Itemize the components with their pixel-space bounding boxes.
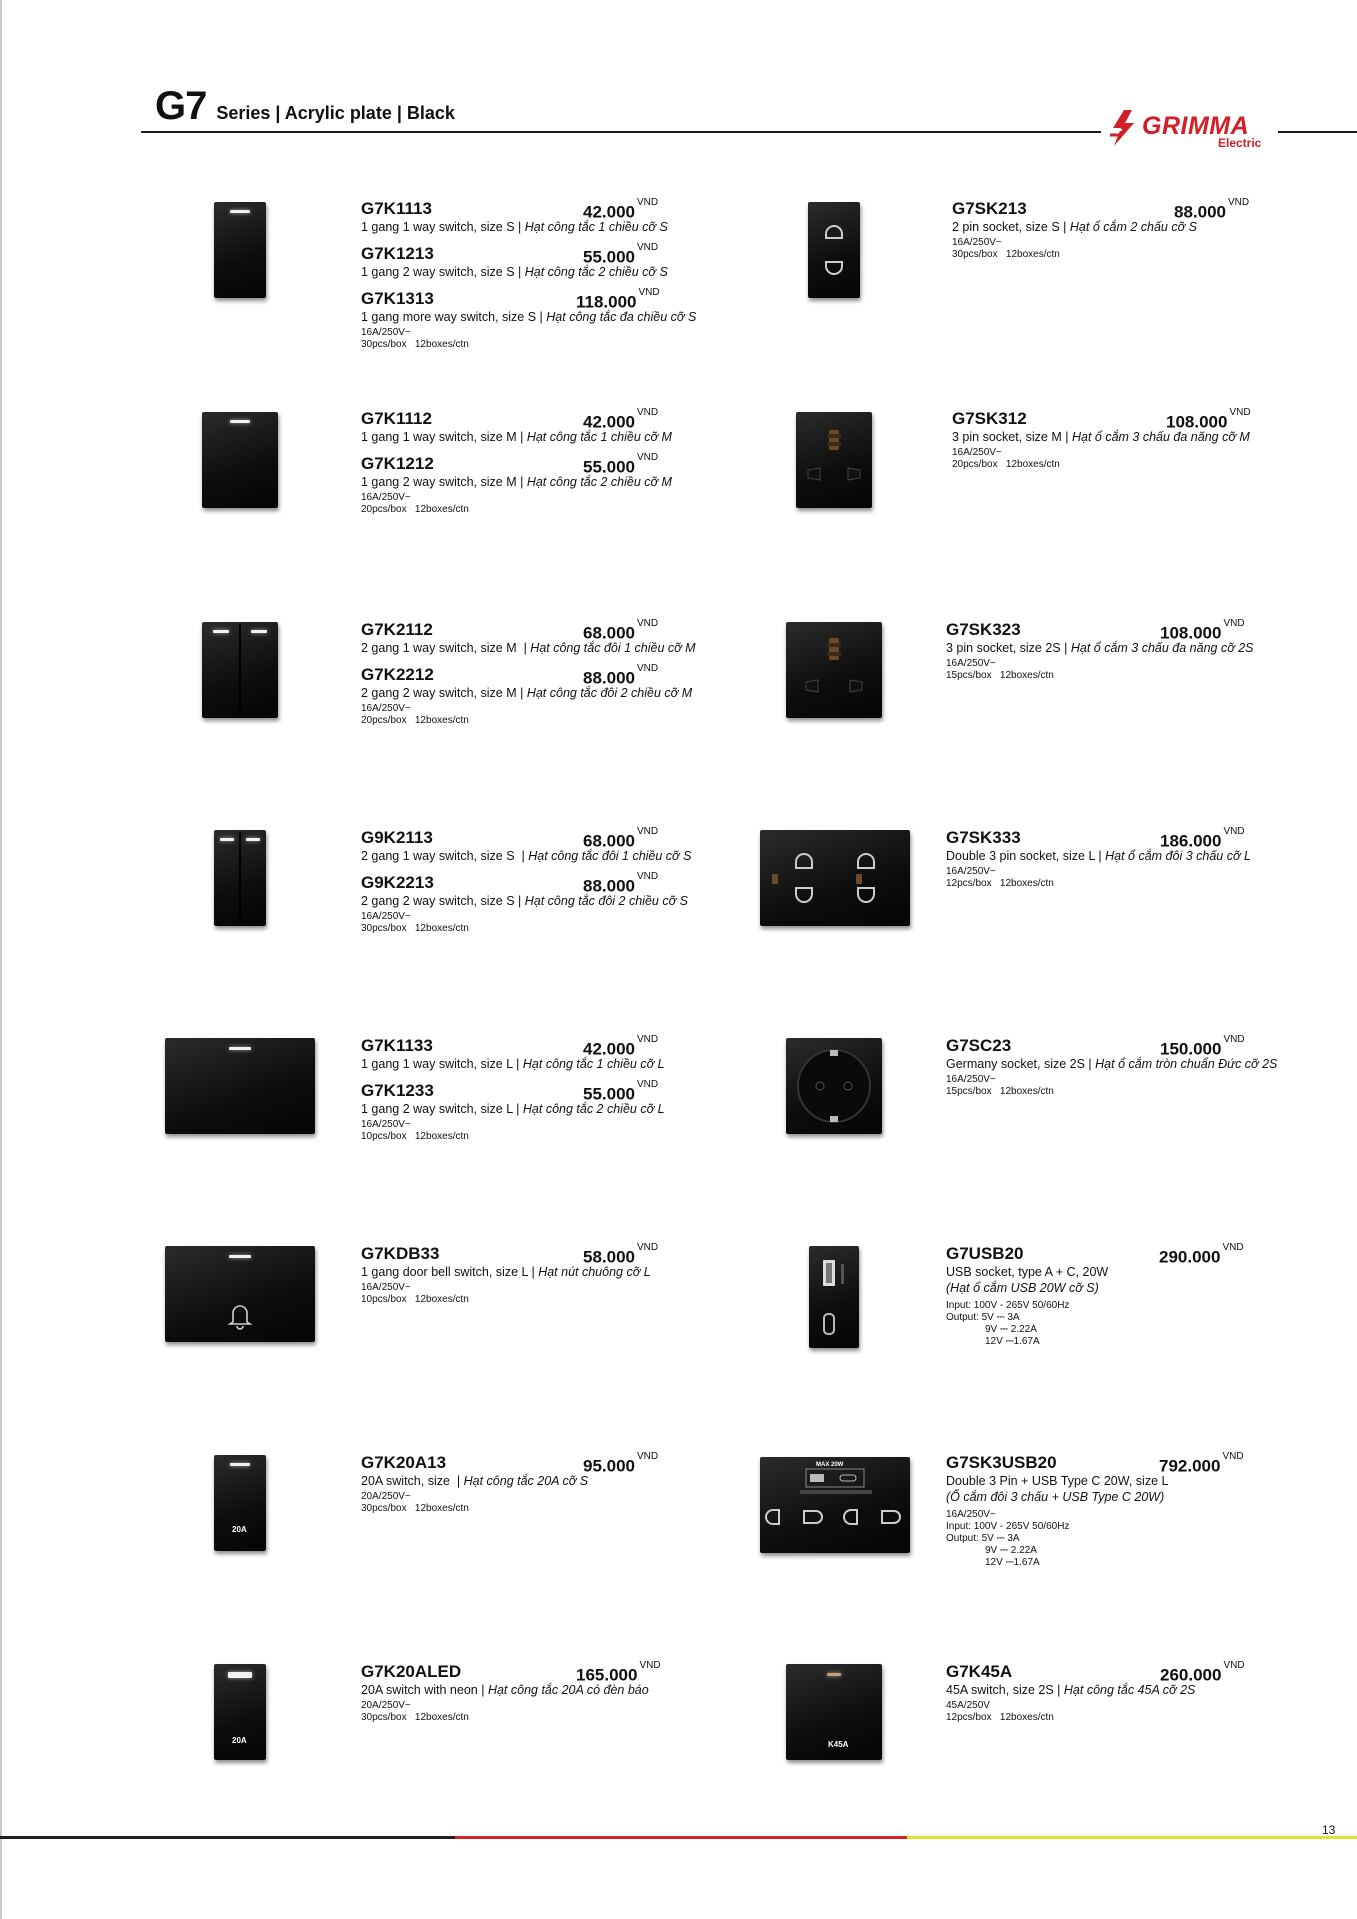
indicator-led <box>827 1673 841 1676</box>
product-spec: 16A/250V~ 10pcs/box 12boxes/ctn <box>361 1282 469 1305</box>
product-code: G7SC23 <box>946 1036 1012 1055</box>
product-price: $68.000^{VND}$ <box>583 618 659 643</box>
product-desc: 1 gang 1 way switch, size S | Hạt công tắc 1 chiều cỡ S <box>361 220 668 234</box>
device-image-20a-switch <box>214 1455 266 1551</box>
logo-mark-icon <box>1104 108 1144 148</box>
product-desc: 1 gang 2 way switch, size L | Hạt công tắc 2 chiều cỡ L <box>361 1102 665 1116</box>
product-price: $108.000^{VND}$ <box>1160 618 1245 643</box>
device-usb-label: MAX 20W <box>816 1462 844 1468</box>
indicator-led <box>228 1672 252 1678</box>
product-code: G7K20ALED <box>361 1662 462 1681</box>
indicator-led <box>230 1463 250 1466</box>
product-desc: Double 3 pin socket, size L | Hạt ổ cắm đôi 3 chấu cỡ L <box>946 849 1251 863</box>
footer-bar-black <box>0 1836 455 1839</box>
indicator-led <box>229 1255 251 1258</box>
product-desc: 2 gang 2 way switch, size M | Hạt công tắc đôi 2 chiều cỡ M <box>361 686 693 700</box>
product-item <box>361 287 697 351</box>
product-code: G7K1213 <box>361 244 434 263</box>
product-block-r8r <box>946 1660 1245 1724</box>
product-item <box>361 1660 661 1724</box>
product-code: G7SK3USB20 <box>946 1453 1057 1472</box>
device-image-switch-m <box>202 412 278 508</box>
device-image-2gang-switch-m <box>202 622 278 718</box>
product-code: G7SK323 <box>946 620 1021 639</box>
usb-port-icon <box>809 1246 859 1348</box>
header-rule <box>141 131 1101 133</box>
product-block-r3r <box>946 618 1254 682</box>
product-price: $88.000^{VND}$ <box>583 871 659 896</box>
product-code: G7K2212 <box>361 665 434 684</box>
gang-divider <box>239 832 241 924</box>
product-price: $88.000^{VND}$ <box>1174 197 1250 222</box>
product-item <box>361 197 668 235</box>
product-block-r5r <box>946 1034 1278 1098</box>
product-spec: 16A/250V~ 15pcs/box 12boxes/ctn <box>946 1074 1054 1097</box>
device-image-2gang-switch-s <box>214 830 266 926</box>
product-block-r4l <box>361 826 692 935</box>
product-desc: 1 gang door bell switch, size L | Hạt nút chuông cỡ L <box>361 1265 651 1279</box>
product-block-r7l <box>361 1451 659 1515</box>
product-code: G7SK333 <box>946 828 1021 847</box>
page-title <box>155 84 455 129</box>
universal-socket-icon <box>796 412 872 508</box>
product-code: G7K1133 <box>361 1036 433 1055</box>
product-spec: 45A/250V 12pcs/box 12boxes/ctn <box>946 1700 1054 1723</box>
product-item <box>361 1034 665 1072</box>
logo-sub: Electric <box>1218 136 1262 150</box>
product-code: G7K20A13 <box>361 1453 447 1472</box>
product-code: G7K1233 <box>361 1081 434 1100</box>
product-spec: 16A/250V~ 30pcs/box 12boxes/ctn <box>361 327 469 350</box>
product-code: G7SK312 <box>952 409 1027 428</box>
device-rating-label: 20A <box>232 1736 247 1745</box>
indicator-led <box>229 1047 251 1050</box>
product-price: $42.000^{VND}$ <box>583 407 659 432</box>
product-item <box>361 663 693 727</box>
indicator-led <box>246 838 260 841</box>
device-image-germany-socket <box>786 1038 882 1134</box>
product-price: $88.000^{VND}$ <box>583 663 659 688</box>
footer-bar-red <box>455 1836 907 1839</box>
header-rule-right <box>1278 131 1357 133</box>
product-desc: 1 gang 1 way switch, size M | Hạt công tắc 1 chiều cỡ M <box>361 430 672 444</box>
product-item <box>361 826 692 864</box>
product-item <box>361 452 672 516</box>
series-subtitle: Series | Acrylic plate | Black <box>216 103 455 123</box>
product-spec: 16A/250V~ 10pcs/box 12boxes/ctn <box>361 1119 469 1142</box>
product-code: G7KDB33 <box>361 1244 440 1263</box>
product-price: $150.000^{VND}$ <box>1160 1034 1245 1059</box>
product-desc: 2 pin socket, size S | Hạt ổ cắm 2 chấu cỡ S <box>952 220 1197 234</box>
product-code: G7K45A <box>946 1662 1013 1681</box>
product-spec: 16A/250V~ 30pcs/box 12boxes/ctn <box>361 911 469 934</box>
product-desc: 1 gang 2 way switch, size S | Hạt công tắc 2 chiều cỡ S <box>361 265 668 279</box>
product-price: $68.000^{VND}$ <box>583 826 659 851</box>
product-block-r8l <box>361 1660 661 1724</box>
device-image-switch-s <box>214 202 266 298</box>
device-image-3pin-socket-m <box>796 412 872 508</box>
device-image-2pin-socket <box>808 202 860 298</box>
product-spec: 16A/250V~ 12pcs/box 12boxes/ctn <box>946 866 1054 889</box>
product-price: $58.000^{VND}$ <box>583 1242 659 1267</box>
product-code: G7USB20 <box>946 1244 1024 1263</box>
device-image-double-socket-usb <box>760 1457 910 1553</box>
product-block-r2r <box>952 407 1251 471</box>
product-desc-vn: (Hạt ổ cắm USB 20W cỡ S) <box>946 1281 1099 1295</box>
product-block-r4r <box>946 826 1251 890</box>
page-edge <box>0 0 2 1919</box>
device-image-doorbell-switch <box>165 1246 315 1342</box>
product-spec: 16A/250V~ 20pcs/box 12boxes/ctn <box>361 492 469 515</box>
product-item <box>361 1079 665 1143</box>
product-block-r1r <box>952 197 1250 261</box>
product-code: G7K2112 <box>361 620 433 639</box>
device-image-switch-l <box>165 1038 315 1134</box>
product-desc: 20A switch, size | Hạt công tắc 20A cỡ S <box>361 1474 589 1488</box>
product-code: G9K2113 <box>361 828 433 847</box>
product-item <box>946 1034 1278 1098</box>
gang-divider <box>239 624 241 716</box>
product-item <box>946 1660 1245 1724</box>
product-desc: 2 gang 1 way switch, size S | Hạt công tắc đôi 1 chiều cỡ S <box>361 849 692 863</box>
double-socket-icon <box>760 830 910 926</box>
product-block-r5l <box>361 1034 665 1143</box>
product-price: $108.000^{VND}$ <box>1166 407 1251 432</box>
product-code: G7K1313 <box>361 289 434 308</box>
indicator-led <box>213 630 229 633</box>
indicator-led <box>220 838 234 841</box>
device-image-3pin-socket-2s <box>786 622 882 718</box>
product-desc: 1 gang 2 way switch, size M | Hạt công tắc 2 chiều cỡ M <box>361 475 672 489</box>
product-code: G7K1113 <box>361 199 432 218</box>
product-item <box>361 618 696 656</box>
footer-bar-yellow <box>907 1836 1357 1839</box>
series-name: G7 <box>155 84 207 128</box>
bell-icon <box>225 1300 255 1330</box>
product-item <box>946 1451 1244 1569</box>
product-desc: Germany socket, size 2S | Hạt ổ cắm tròn chuẩn Đức cỡ 2S <box>946 1057 1278 1071</box>
product-item <box>946 1242 1244 1348</box>
indicator-led <box>230 420 250 423</box>
product-spec: 16A/250V~ 30pcs/box 12boxes/ctn <box>952 237 1060 260</box>
product-spec: 20A/250V~ 30pcs/box 12boxes/ctn <box>361 1700 469 1723</box>
universal-socket-icon <box>786 622 882 718</box>
product-item <box>946 618 1254 682</box>
device-rating-label: 20A <box>232 1525 247 1534</box>
product-desc: USB socket, type A + C, 20W <box>946 1265 1109 1279</box>
product-price: $118.000^{VND}$ <box>576 287 660 312</box>
product-desc: 1 gang more way switch, size S | Hạt công tắc đa chiều cỡ S <box>361 310 697 324</box>
product-desc: 2 gang 1 way switch, size M | Hạt công tắc đôi 1 chiều cỡ M <box>361 641 696 655</box>
product-item <box>946 826 1251 890</box>
product-price: $95.000^{VND}$ <box>583 1451 659 1476</box>
product-item <box>361 242 668 280</box>
brand-logo <box>1104 108 1274 150</box>
product-code: G9K2213 <box>361 873 434 892</box>
product-block-r7r <box>946 1451 1244 1569</box>
product-spec: 16A/250V~ Input: 100V - 265V 50/60Hz Output: 5V ⎓ 3A 9V ⎓ 2.22A 12V ⎓1.67A <box>946 1509 1070 1568</box>
product-price: $260.000^{VND}$ <box>1160 1660 1245 1685</box>
socket-usb-icon <box>760 1457 910 1553</box>
product-desc: 3 pin socket, size 2S | Hạt ổ cắm 3 chấu đa năng cỡ 2S <box>946 641 1254 655</box>
page-number: 13 <box>1322 1823 1336 1837</box>
device-image-usb-socket <box>809 1246 859 1348</box>
product-price: $55.000^{VND}$ <box>583 452 659 477</box>
product-price: $290.000^{VND}$ <box>1159 1242 1244 1267</box>
product-item <box>361 407 672 445</box>
device-rating-label: K45A <box>828 1740 849 1749</box>
schuko-socket-icon <box>786 1038 882 1134</box>
product-price: $42.000^{VND}$ <box>583 197 659 222</box>
product-spec: 16A/250V~ 20pcs/box 12boxes/ctn <box>361 703 469 726</box>
product-desc: 2 gang 2 way switch, size S | Hạt công tắc đôi 2 chiều cỡ S <box>361 894 688 908</box>
product-block-r3l <box>361 618 696 727</box>
product-block-r6r <box>946 1242 1244 1348</box>
product-desc: 3 pin socket, size M | Hạt ổ cắm 3 chấu đa năng cỡ M <box>952 430 1250 444</box>
indicator-led <box>251 630 267 633</box>
product-block-r6l <box>361 1242 659 1306</box>
product-spec: 16A/250V~ 20pcs/box 12boxes/ctn <box>952 447 1060 470</box>
product-block-r2l <box>361 407 672 516</box>
product-spec: 20A/250V~ 30pcs/box 12boxes/ctn <box>361 1491 469 1514</box>
product-desc: Double 3 Pin + USB Type C 20W, size L <box>946 1474 1169 1488</box>
product-desc: 1 gang 1 way switch, size L | Hạt công tắc 1 chiều cỡ L <box>361 1057 665 1071</box>
product-block-r1l <box>361 197 697 351</box>
product-price: $186.000^{VND}$ <box>1160 826 1245 851</box>
device-image-45a-switch <box>786 1664 882 1760</box>
device-image-double-socket-l <box>760 830 910 926</box>
logo-word: GRIMMA <box>1142 112 1250 140</box>
product-price: $165.000^{VND}$ <box>576 1660 661 1685</box>
product-price: $55.000^{VND}$ <box>583 242 659 267</box>
product-code: G7SK213 <box>952 199 1027 218</box>
device-image-20a-neon-switch <box>214 1664 266 1760</box>
product-code: G7K1212 <box>361 454 434 473</box>
product-desc: 20A switch with neon | Hạt công tắc 20A có đèn báo <box>361 1683 649 1697</box>
indicator-led <box>230 210 250 213</box>
product-item <box>361 1451 659 1515</box>
product-item <box>952 407 1251 471</box>
product-item <box>361 871 688 935</box>
product-desc: 45A switch, size 2S | Hạt công tắc 45A cỡ 2S <box>946 1683 1196 1697</box>
product-price: $55.000^{VND}$ <box>583 1079 659 1104</box>
product-price: $42.000^{VND}$ <box>583 1034 659 1059</box>
product-price: $792.000^{VND}$ <box>1159 1451 1244 1476</box>
product-item <box>952 197 1250 261</box>
product-item <box>361 1242 659 1306</box>
product-desc-vn: (Ổ cắm đôi 3 chấu + USB Type C 20W) <box>946 1490 1165 1504</box>
socket-hole-icon <box>808 202 860 298</box>
product-spec: Input: 100V - 265V 50/60Hz Output: 5V ⎓ 3A 9V ⎓ 2.22A 12V ⎓1.67A <box>946 1300 1070 1347</box>
product-code: G7K1112 <box>361 409 432 428</box>
product-spec: 16A/250V~ 15pcs/box 12boxes/ctn <box>946 658 1054 681</box>
